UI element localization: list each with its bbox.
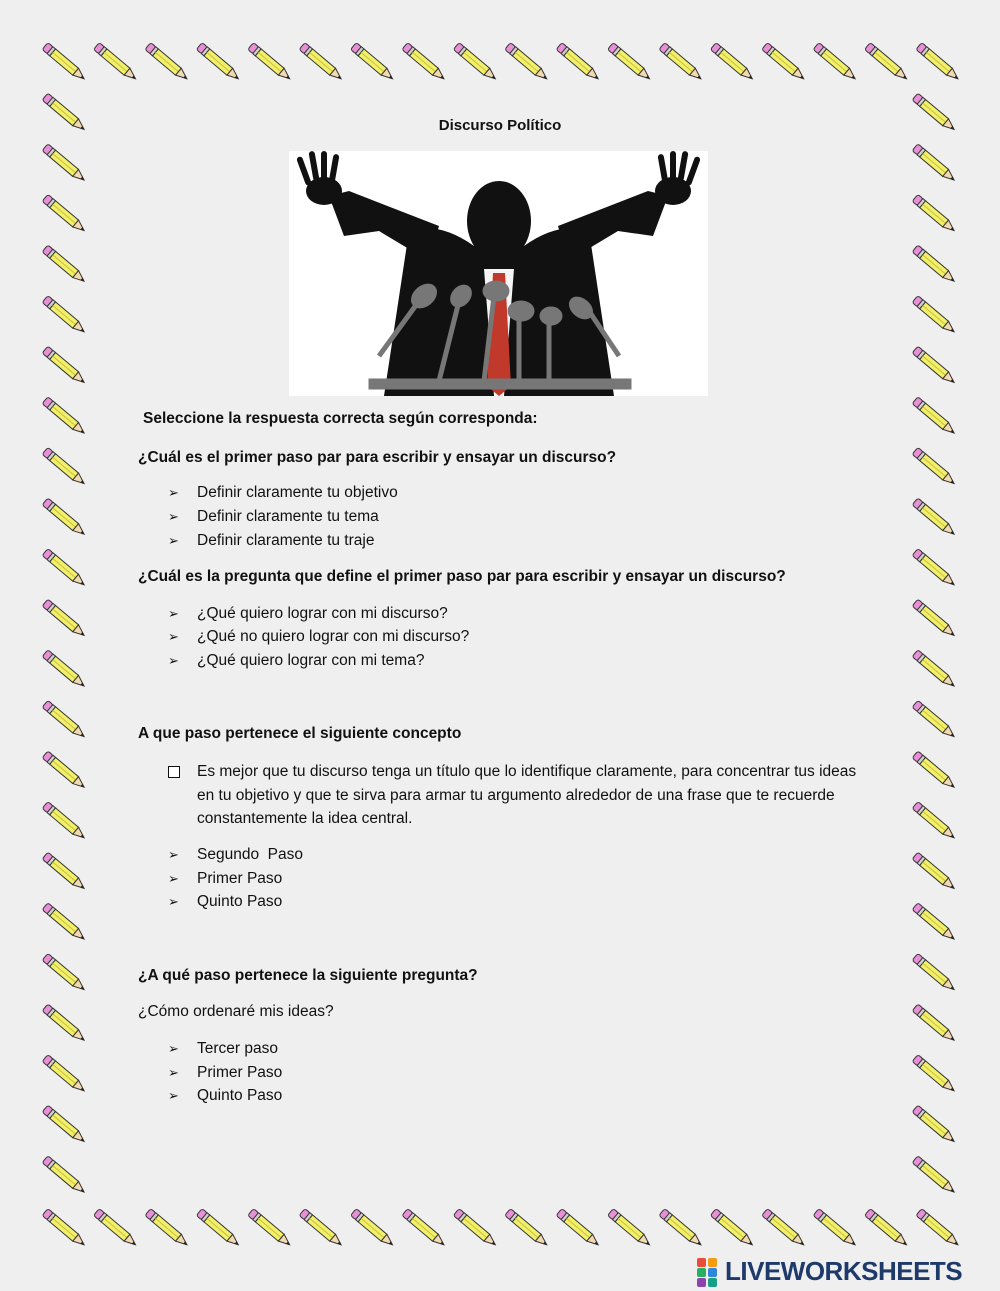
pencil-icon	[453, 43, 498, 83]
pencil-icon	[196, 43, 241, 83]
pencil-icon	[912, 700, 957, 740]
arrow-bullet-icon: ➢	[168, 894, 179, 909]
pencil-icon	[912, 245, 957, 285]
pencil-icon	[402, 43, 447, 83]
question-3-option-2[interactable]: ➢ Primer Paso	[168, 868, 282, 890]
arrow-bullet-icon: ➢	[168, 629, 179, 644]
arrow-bullet-icon: ➢	[168, 1041, 179, 1056]
logo-square-icon	[708, 1268, 717, 1277]
pencil-icon	[42, 852, 87, 892]
pencil-icon	[608, 43, 653, 83]
pencil-icon	[912, 1105, 957, 1145]
instruction: Seleccione la respuesta correcta según corresponda:	[143, 410, 538, 427]
pencil-icon	[42, 650, 87, 690]
pencil-icon	[659, 43, 704, 83]
question-3-option-1[interactable]: ➢ Segundo Paso	[168, 844, 303, 866]
pencil-icon	[94, 43, 139, 83]
question-2-option-1[interactable]: ➢ ¿Qué quiero lograr con mi discurso?	[168, 603, 448, 625]
pencil-icon	[813, 1209, 858, 1249]
pencil-icon	[42, 194, 87, 234]
politician-speech-icon	[289, 151, 708, 396]
question-4-option-2[interactable]: ➢ Primer Paso	[168, 1062, 282, 1084]
arrow-bullet-icon: ➢	[168, 653, 179, 668]
arrow-bullet-icon: ➢	[168, 509, 179, 524]
pencil-icon	[42, 1156, 87, 1196]
pencil-icon	[42, 751, 87, 791]
question-1-text: ¿Cuál es el primer paso par para escribir y ensayar un discurso?	[138, 449, 617, 466]
pencil-icon	[42, 447, 87, 487]
pencil-icon	[912, 447, 957, 487]
pencil-icon	[42, 1004, 87, 1044]
pencil-icon	[912, 953, 957, 993]
arrow-bullet-icon: ➢	[168, 533, 179, 548]
pencil-icon	[42, 1105, 87, 1145]
pencil-icon	[42, 802, 87, 842]
pencil-icon	[608, 1209, 653, 1249]
pencil-icon	[916, 43, 961, 83]
pencil-icon	[912, 296, 957, 336]
logo-square-icon	[697, 1268, 706, 1277]
pencil-icon	[248, 43, 293, 83]
question-2-option-2[interactable]: ➢ ¿Qué no quiero lograr con mi discurso?	[168, 626, 469, 648]
arrow-bullet-icon: ➢	[168, 485, 179, 500]
question-1-option-2[interactable]: ➢ Definir claramente tu tema	[168, 506, 379, 528]
pencil-icon	[351, 43, 396, 83]
pencil-icon	[912, 1055, 957, 1095]
pencil-icon	[659, 1209, 704, 1249]
pencil-icon	[453, 1209, 498, 1249]
question-4-subtext: ¿Cómo ordenaré mis ideas?	[138, 1003, 334, 1020]
arrow-bullet-icon: ➢	[168, 871, 179, 886]
pencil-icon	[912, 1004, 957, 1044]
pencil-icon	[710, 43, 755, 83]
pencil-icon	[42, 397, 87, 437]
pencil-icon	[145, 43, 190, 83]
pencil-icon	[912, 599, 957, 639]
question-2-text: ¿Cuál es la pregunta que define el primer paso par para escribir y ensayar un discurso?	[138, 568, 786, 585]
pencil-icon	[912, 802, 957, 842]
pencil-icon	[912, 397, 957, 437]
arrow-bullet-icon: ➢	[168, 606, 179, 621]
pencil-icon	[762, 1209, 807, 1249]
question-3-text: A que paso pertenece el siguiente concepto	[138, 725, 462, 742]
pencil-icon	[912, 346, 957, 386]
watermark-text: LIVEWORKSHEETS	[725, 1256, 963, 1286]
pencil-icon	[813, 43, 858, 83]
pencil-icon	[42, 1055, 87, 1095]
question-1-option-3[interactable]: ➢ Definir claramente tu traje	[168, 530, 374, 552]
worksheet-title: Discurso Político	[438, 117, 562, 134]
question-4-text: ¿A qué paso pertenece la siguiente pregunta?	[138, 967, 478, 984]
pencil-icon	[42, 245, 87, 285]
pencil-icon	[196, 1209, 241, 1249]
question-4-option-3[interactable]: ➢ Quinto Paso	[168, 1085, 282, 1107]
pencil-icon	[556, 1209, 601, 1249]
pencil-icon	[912, 903, 957, 943]
pencil-icon	[248, 1209, 293, 1249]
logo-square-icon	[697, 1258, 706, 1267]
pencil-icon	[912, 751, 957, 791]
pencil-icon	[94, 1209, 139, 1249]
question-3-option-3[interactable]: ➢ Quinto Paso	[168, 891, 282, 913]
logo-square-icon	[708, 1258, 717, 1267]
pencil-icon	[912, 650, 957, 690]
pencil-icon	[299, 43, 344, 83]
pencil-icon	[42, 549, 87, 589]
pencil-icon	[912, 852, 957, 892]
question-1-option-1[interactable]: ➢ Definir claramente tu objetivo	[168, 482, 398, 504]
question-2-option-3[interactable]: ➢ ¿Qué quiero lograr con mi tema?	[168, 650, 424, 672]
liveworksheets-logo	[697, 1255, 997, 1287]
pencil-icon	[42, 1209, 87, 1249]
question-3-concept: Es mejor que tu discurso tenga un título que lo identifique claramente, para concentrar tus ideas en tu objetivo y que te sirva para armar tu argumento alrededor de una frase que te recuerde constantemente la idea central.	[168, 760, 868, 831]
pencil-icon	[299, 1209, 344, 1249]
pencil-icon	[556, 43, 601, 83]
checkbox-bullet-icon	[168, 766, 180, 778]
pencil-icon	[505, 1209, 550, 1249]
pencil-icon	[916, 1209, 961, 1249]
arrow-bullet-icon: ➢	[168, 847, 179, 862]
logo-square-icon	[697, 1278, 706, 1287]
pencil-icon	[912, 194, 957, 234]
pencil-icon	[42, 43, 87, 83]
pencil-icon	[42, 346, 87, 386]
logo-square-icon	[708, 1278, 717, 1287]
pencil-icon	[865, 1209, 910, 1249]
pencil-icon	[42, 498, 87, 538]
question-4-option-1[interactable]: ➢ Tercer paso	[168, 1038, 278, 1060]
pencil-icon	[42, 903, 87, 943]
pencil-icon	[912, 549, 957, 589]
pencil-icon	[351, 1209, 396, 1249]
pencil-icon	[42, 296, 87, 336]
pencil-icon	[42, 144, 87, 184]
pencil-icon	[762, 43, 807, 83]
pencil-icon	[912, 1156, 957, 1196]
pencil-icon	[145, 1209, 190, 1249]
arrow-bullet-icon: ➢	[168, 1088, 179, 1103]
pencil-icon	[710, 1209, 755, 1249]
arrow-bullet-icon: ➢	[168, 1065, 179, 1080]
pencil-icon	[42, 953, 87, 993]
pencil-icon	[402, 1209, 447, 1249]
pencil-icon	[865, 43, 910, 83]
pencil-icon	[42, 700, 87, 740]
pencil-icon	[42, 599, 87, 639]
pencil-icon	[912, 498, 957, 538]
pencil-icon	[912, 144, 957, 184]
pencil-icon	[505, 43, 550, 83]
